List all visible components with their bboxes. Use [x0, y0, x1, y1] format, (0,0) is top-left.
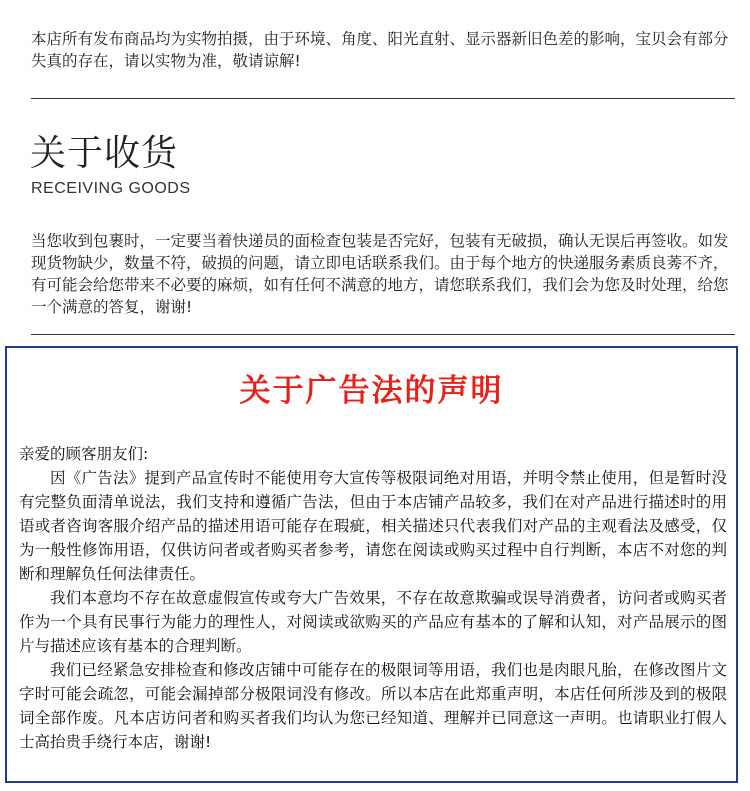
product-notice: 本店所有发布商品均为实物拍摄，由于环境、角度、阳光直射、显示器新旧色差的影响，宝贝会有部分失真的存在，请以实物为准，敬请谅解! [31, 30, 729, 70]
ad-law-paragraph-3: 我们已经紧急安排检查和修改店铺中可能存在的极限词等用语，我们也是肉眼凡胎，在修改图片文字时可能会疏忽，可能会漏掉部分极限词没有修改。所以本店在此郑重声明，本店任何所涉及到的极限词全部作废。凡本店访问者和购买者我们均认为您已经知道、理解并已同意这一声明。也请职业打假人士高抬贵手绕行本店，谢谢! [19, 661, 727, 751]
ad-law-paragraph-2: 我们本意均不存在故意虚假宣传或夸大广告效果，不存在故意欺骗或误导消费者，访问者或购买者作为一个具有民事行为能力的理性人，对阅读或欲购买的产品应有基本的了解和认知，对产品展示的图片与描述应该有基本的合理判断。 [19, 589, 727, 655]
divider-top [31, 98, 735, 99]
divider-middle [31, 334, 735, 335]
ad-law-paragraph-1: 因《广告法》提到产品宣传时不能使用夸大宣传等极限词绝对用语，并明令禁止使用，但是暂时没有完整负面清单说法，我们支持和遵循广告法，但由于本店铺产品较多，我们在对产品进行描述时的用语或者咨询客服介绍产品的描述用语可能存在瑕疵，相关描述只代表我们对产品的主观看法及感受，仅为一般性修饰用语，仅供访问者或者购买者参考，请您在阅读或购买过程中自行判断，本店不对您的判断和理解负任何法律责任。 [19, 469, 727, 583]
receiving-title: 关于收货 [30, 133, 179, 174]
ad-law-greeting: 亲爱的顾客朋友们: [19, 445, 149, 463]
receiving-subtitle: RECEIVING GOODS [31, 180, 191, 197]
receiving-body: 当您收到包裹时，一定要当着快递员的面检查包装是否完好，包装有无破损，确认无误后再签收。如发现货物缺少，数量不符，破损的问题，请立即电话联系我们。由于每个地方的快递服务素质良莠不齐，有可能会给您带来不必要的麻烦，如有任何不满意的地方，请您联系我们，我们会为您及时处理，给您一个满意的答复，谢谢! [31, 232, 729, 316]
ad-law-paragraphs [19, 466, 727, 754]
ad-law-title: 关于广告法的声明 [239, 373, 504, 409]
ad-law-statement-box [5, 346, 738, 783]
